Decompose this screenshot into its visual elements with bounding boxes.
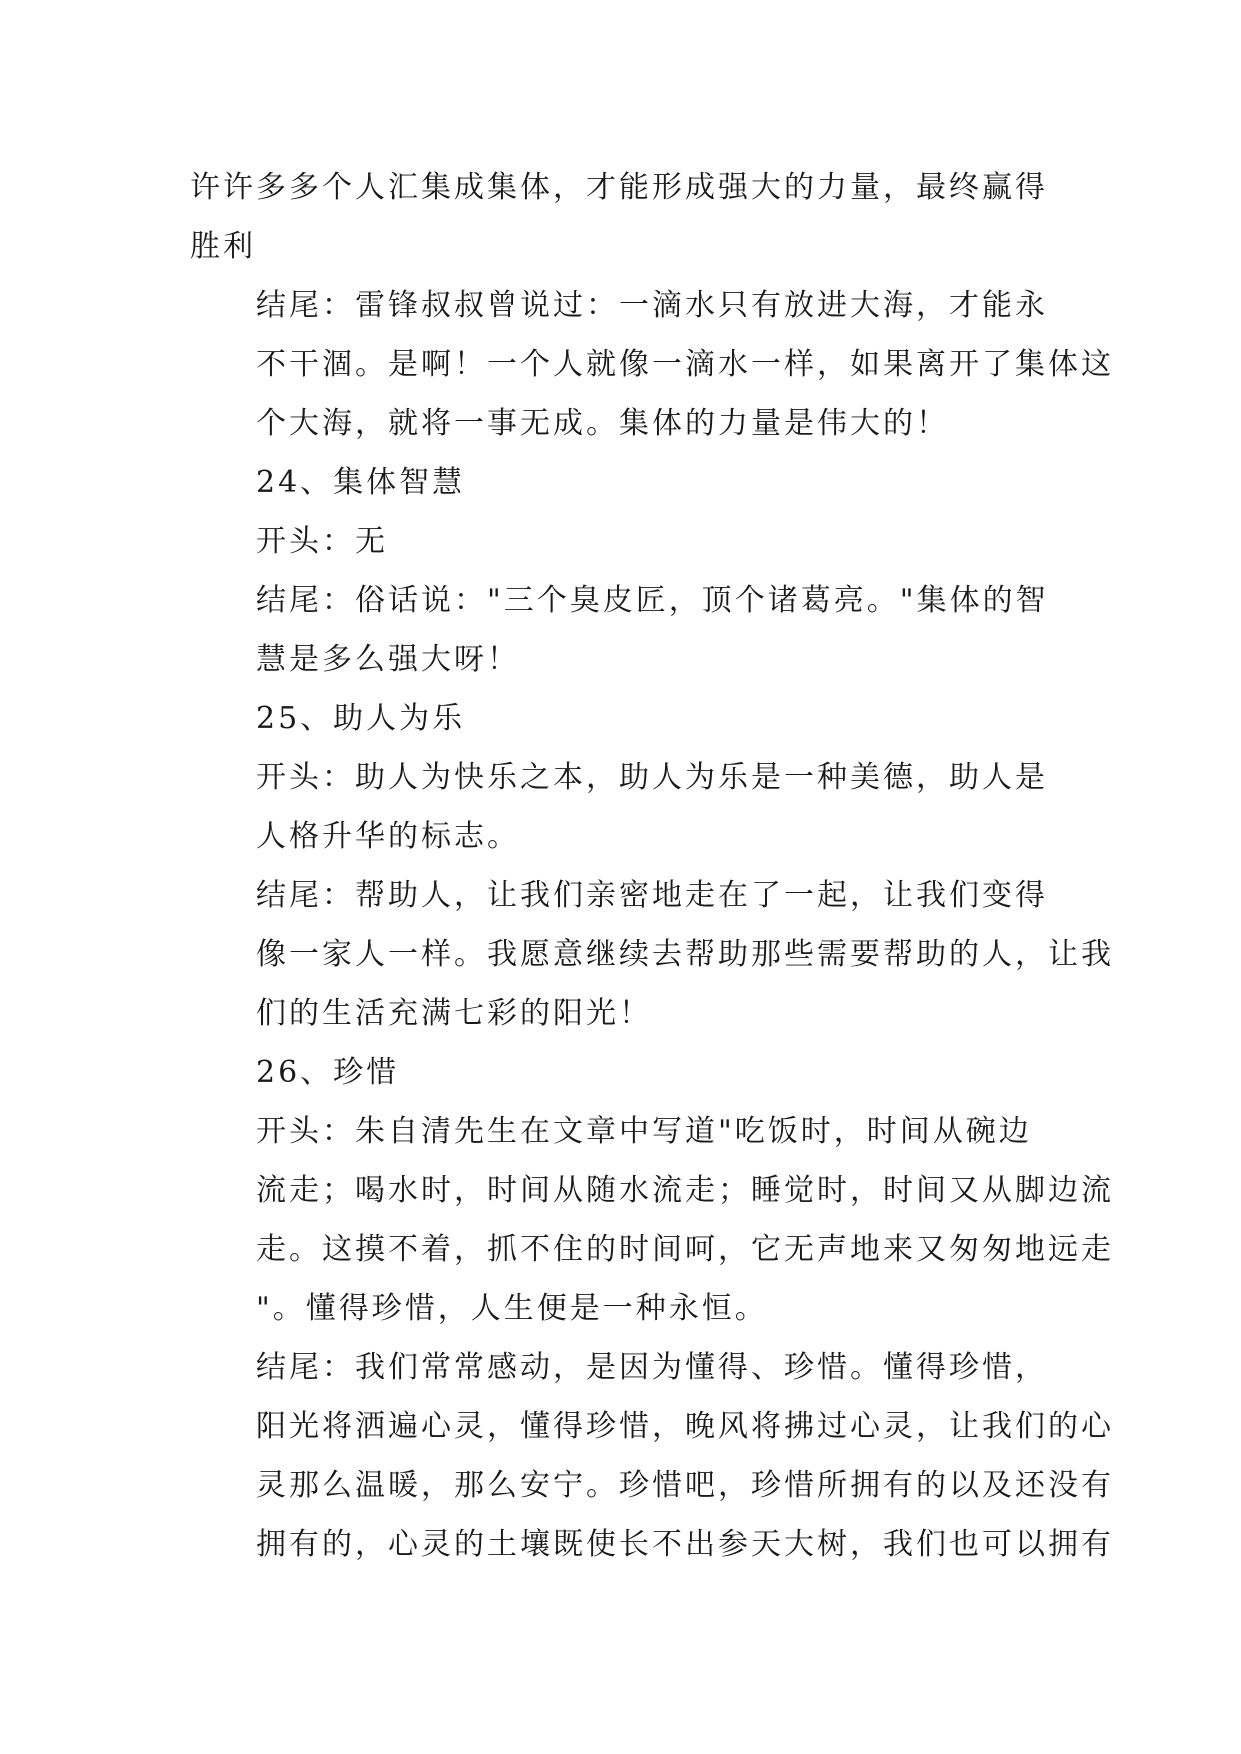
text-line: 结尾：我们常常感动，是因为懂得、珍惜。懂得珍惜， bbox=[256, 1350, 1048, 1385]
paragraph-leifeng-ending bbox=[190, 276, 1114, 453]
document-page bbox=[190, 158, 1114, 1574]
text-line: 许许多多个人汇集成集体，才能形成强大的力量，最终赢得 bbox=[190, 170, 1048, 205]
text-line: 拥有的，心灵的土壤既使长不出参天大树，我们也可以拥有 bbox=[256, 1527, 1114, 1562]
text-line: 不干涸。是啊！一个人就像一滴水一样，如果离开了集体这 bbox=[256, 347, 1114, 382]
text-line: 灵那么温暖，那么安宁。珍惜吧，珍惜所拥有的以及还没有 bbox=[256, 1468, 1114, 1503]
paragraph-26-ending bbox=[190, 1338, 1114, 1574]
section-heading-26 bbox=[190, 1043, 1050, 1102]
text-line: 像一家人一样。我愿意继续去帮助那些需要帮助的人，让我 bbox=[256, 937, 1114, 972]
text-line: 们的生活充满七彩的阳光！ bbox=[256, 996, 652, 1031]
paragraph-25-opening bbox=[190, 748, 1050, 866]
text-line: 结尾：俗话说："三个臭皮匠，顶个诸葛亮。"集体的智 bbox=[256, 583, 1049, 618]
text-line: 开头：朱自清先生在文章中写道"吃饭时，时间从碗边 bbox=[256, 1114, 1032, 1149]
text-line: 流走；喝水时，时间从随水流走；睡觉时，时间又从脚边流 bbox=[256, 1173, 1114, 1208]
paragraph-24-ending bbox=[190, 571, 1050, 689]
text-line: 结尾：帮助人，让我们亲密地走在了一起，让我们变得 bbox=[256, 878, 1048, 913]
paragraph-collective-conclusion-end bbox=[190, 158, 1050, 276]
text-line: 开头：助人为快乐之本，助人为乐是一种美德，助人是 bbox=[256, 760, 1048, 795]
text-line: "。懂得珍惜，人生便是一种永恒。 bbox=[256, 1291, 768, 1326]
heading-text: 25、助人为乐 bbox=[256, 701, 466, 736]
text-line: 个大海，就将一事无成。集体的力量是伟大的！ bbox=[256, 406, 949, 441]
text-line: 人格升华的标志。 bbox=[256, 819, 520, 854]
paragraph-24-opening bbox=[190, 512, 1050, 571]
paragraph-26-opening bbox=[190, 1102, 1114, 1338]
text-line: 慧是多么强大呀！ bbox=[256, 642, 520, 677]
section-heading-24 bbox=[190, 453, 1050, 512]
text-line: 开头：无 bbox=[256, 524, 388, 559]
text-line: 走。这摸不着，抓不住的时间呵，它无声地来又匆匆地远走 bbox=[256, 1232, 1114, 1267]
heading-text: 26、珍惜 bbox=[256, 1055, 400, 1090]
text-line: 结尾：雷锋叔叔曾说过：一滴水只有放进大海，才能永 bbox=[256, 288, 1048, 323]
heading-text: 24、集体智慧 bbox=[256, 465, 466, 500]
text-line: 胜利 bbox=[190, 229, 256, 264]
text-line: 阳光将洒遍心灵，懂得珍惜，晚风将拂过心灵，让我们的心 bbox=[256, 1409, 1114, 1444]
section-heading-25 bbox=[190, 689, 1050, 748]
paragraph-25-ending bbox=[190, 866, 1114, 1043]
